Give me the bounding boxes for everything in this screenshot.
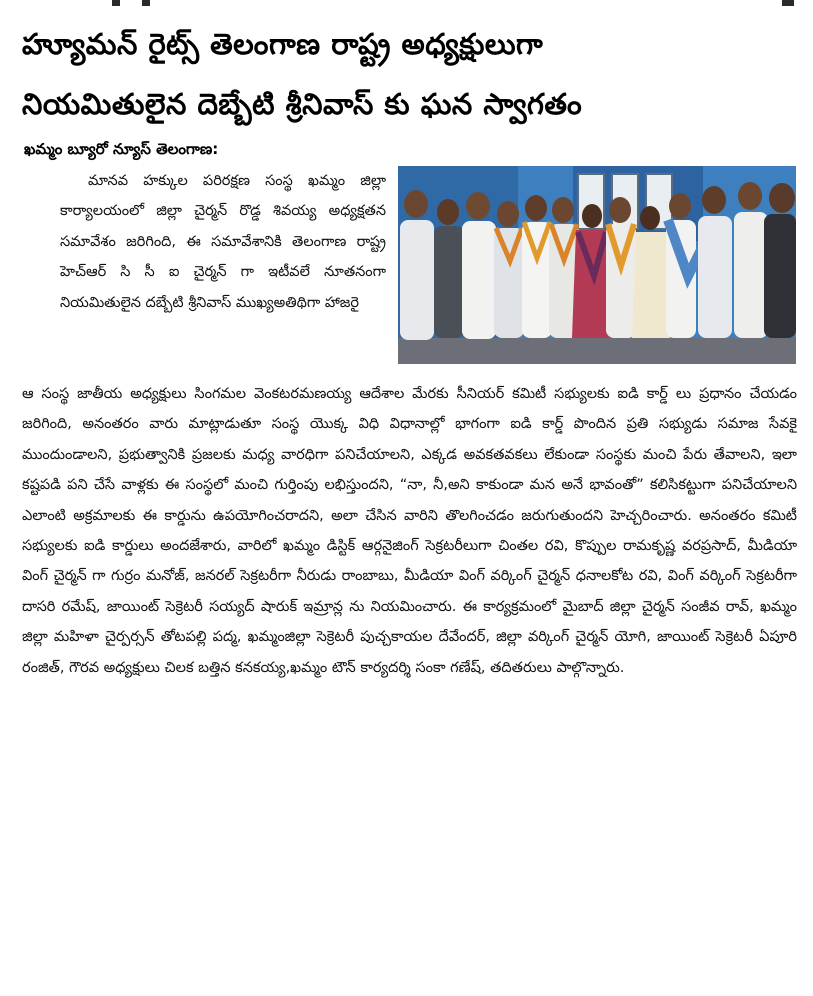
group-photo-icon bbox=[398, 166, 796, 364]
article-paragraph-main: ఆ సంస్థ జాతీయ అధ్యక్షులు సింగమల వెంకటరమణయ్య ఆదేశాల మేరకు సీనియర్ కమిటీ సభ్యులకు ఐడి కార్డ్ లు ప్రధానం చేయడం జరిగింది, అనంతరం వారు మాట్లాడుతూ సంస్థ యొక్క విధి విధానాల్లో భాగంగా ఐడి కార్డ్ పొందిన ప్రతి సభ్యుడు సమాజ సేవకై ముందుండాలని, ప్రభుత్వానికి ప్రజలకు మధ్య వారధిగా పనిచేయాలని, ఎక్కడ అవకతవకలు లేకుండా సంస్థకు మంచి పేరు తేవాలని, ఇలా కష్టపడి పని చేసే వాళ్లకు ఈ సంస్థలో మంచి గుర్తింపు లభిస్తుందని, “నా, నీ,అని కాకుండా మన అనే భావంతో” కలిసికట్టుగా పనిచేయాలని ఎలాంటి అక్రమాలకు ఈ కార్డును ఉపయోగించరాదని, అలా చేసిన వారిని తొలగించడం జరుగుతుందని హెచ్చరించారు. అనంతరం కమిటీ సభ్యులకు ఐడి కార్డులు అందజేశారు, వారిలో ఖమ్మం డిస్టిక్ ఆర్గనైజింగ్ సెక్రటరీలుగా చింతల రవి, కొప్పుల రామకృష్ణ వరప్రసాద్, మీడియా వింగ్ చైర్మన్ గా గుర్రం మనోజ్, జనరల్ సెక్రటరీగా నీరుడు రాంబాబు, మీడియా వింగ్ వర్కింగ్ చైర్మన్ ధనాలకోట రవి, వింగ్ వర్కింగ్ సెక్రటరీగా దాసరి రమేష్, జాయింట్ సెక్రెటరీ సయ్యద్ షారుక్ ఇమ్రాన్ల ను నియమించారు. ఈ కార్యక్రమంలో మైబాద్ జిల్లా చైర్మన్ సంజీవ రావ్, ఖమ్మం జిల్లా మహిళా చైర్పర్సన్ తోటపల్లి పద్మ, ఖమ్మంజిల్లా సెక్రెటరీ పుచ్చకాయల దేవేందర్, జిల్లా వర్కింగ్ చైర్మన్ యోగి, జాయింట్ సెక్రెటరీ ఏపూరి రంజిత్, గౌరవ అధ్యక్షులు చిలక బత్తిన కనకయ్య,ఖమ్మం టౌన్ కార్యదర్శి సంకా గణేష్, తదితరులు పాల్గొన్నారు. bbox=[22, 386, 797, 676]
headline-line-2: నియమితులైన దెబ్బేటి శ్రీనివాస్ కు ఘన స్వాగతం bbox=[22, 87, 583, 121]
headline-line-1: హ్యూమన్ రైట్స్ తెలంగాణ రాష్ట్ర అధ్యక్షులుగా bbox=[22, 27, 544, 61]
corner-mark bbox=[142, 0, 150, 6]
article-body-column bbox=[60, 166, 386, 318]
corner-mark bbox=[782, 0, 794, 6]
corner-mark bbox=[112, 0, 120, 6]
article-paragraph-intro: మానవ హక్కుల పరిరక్షణ సంస్థ ఖమ్మం జిల్లా కార్యాలయంలో జిల్లా చైర్మన్ రొడ్డ శివయ్య అధ్యక్షతన సమావేశం జరిగింది, ఈ సమావేశానికి తెలంగాణ రాష్ట్ర హెచ్ఆర్ సి సీ ఐ చైర్మన్ గా ఇటీవలే నూతనంగా నియమితులైన దబ్బేటి శ్రీనివాస్ ముఖ్యఅతిథిగా హాజరై bbox=[60, 173, 386, 311]
dateline: ఖమ్మం బ్యూరో న్యూస్ తెలంగాణ: bbox=[24, 140, 219, 158]
group-photo bbox=[398, 166, 796, 364]
article-body-full bbox=[22, 379, 797, 683]
